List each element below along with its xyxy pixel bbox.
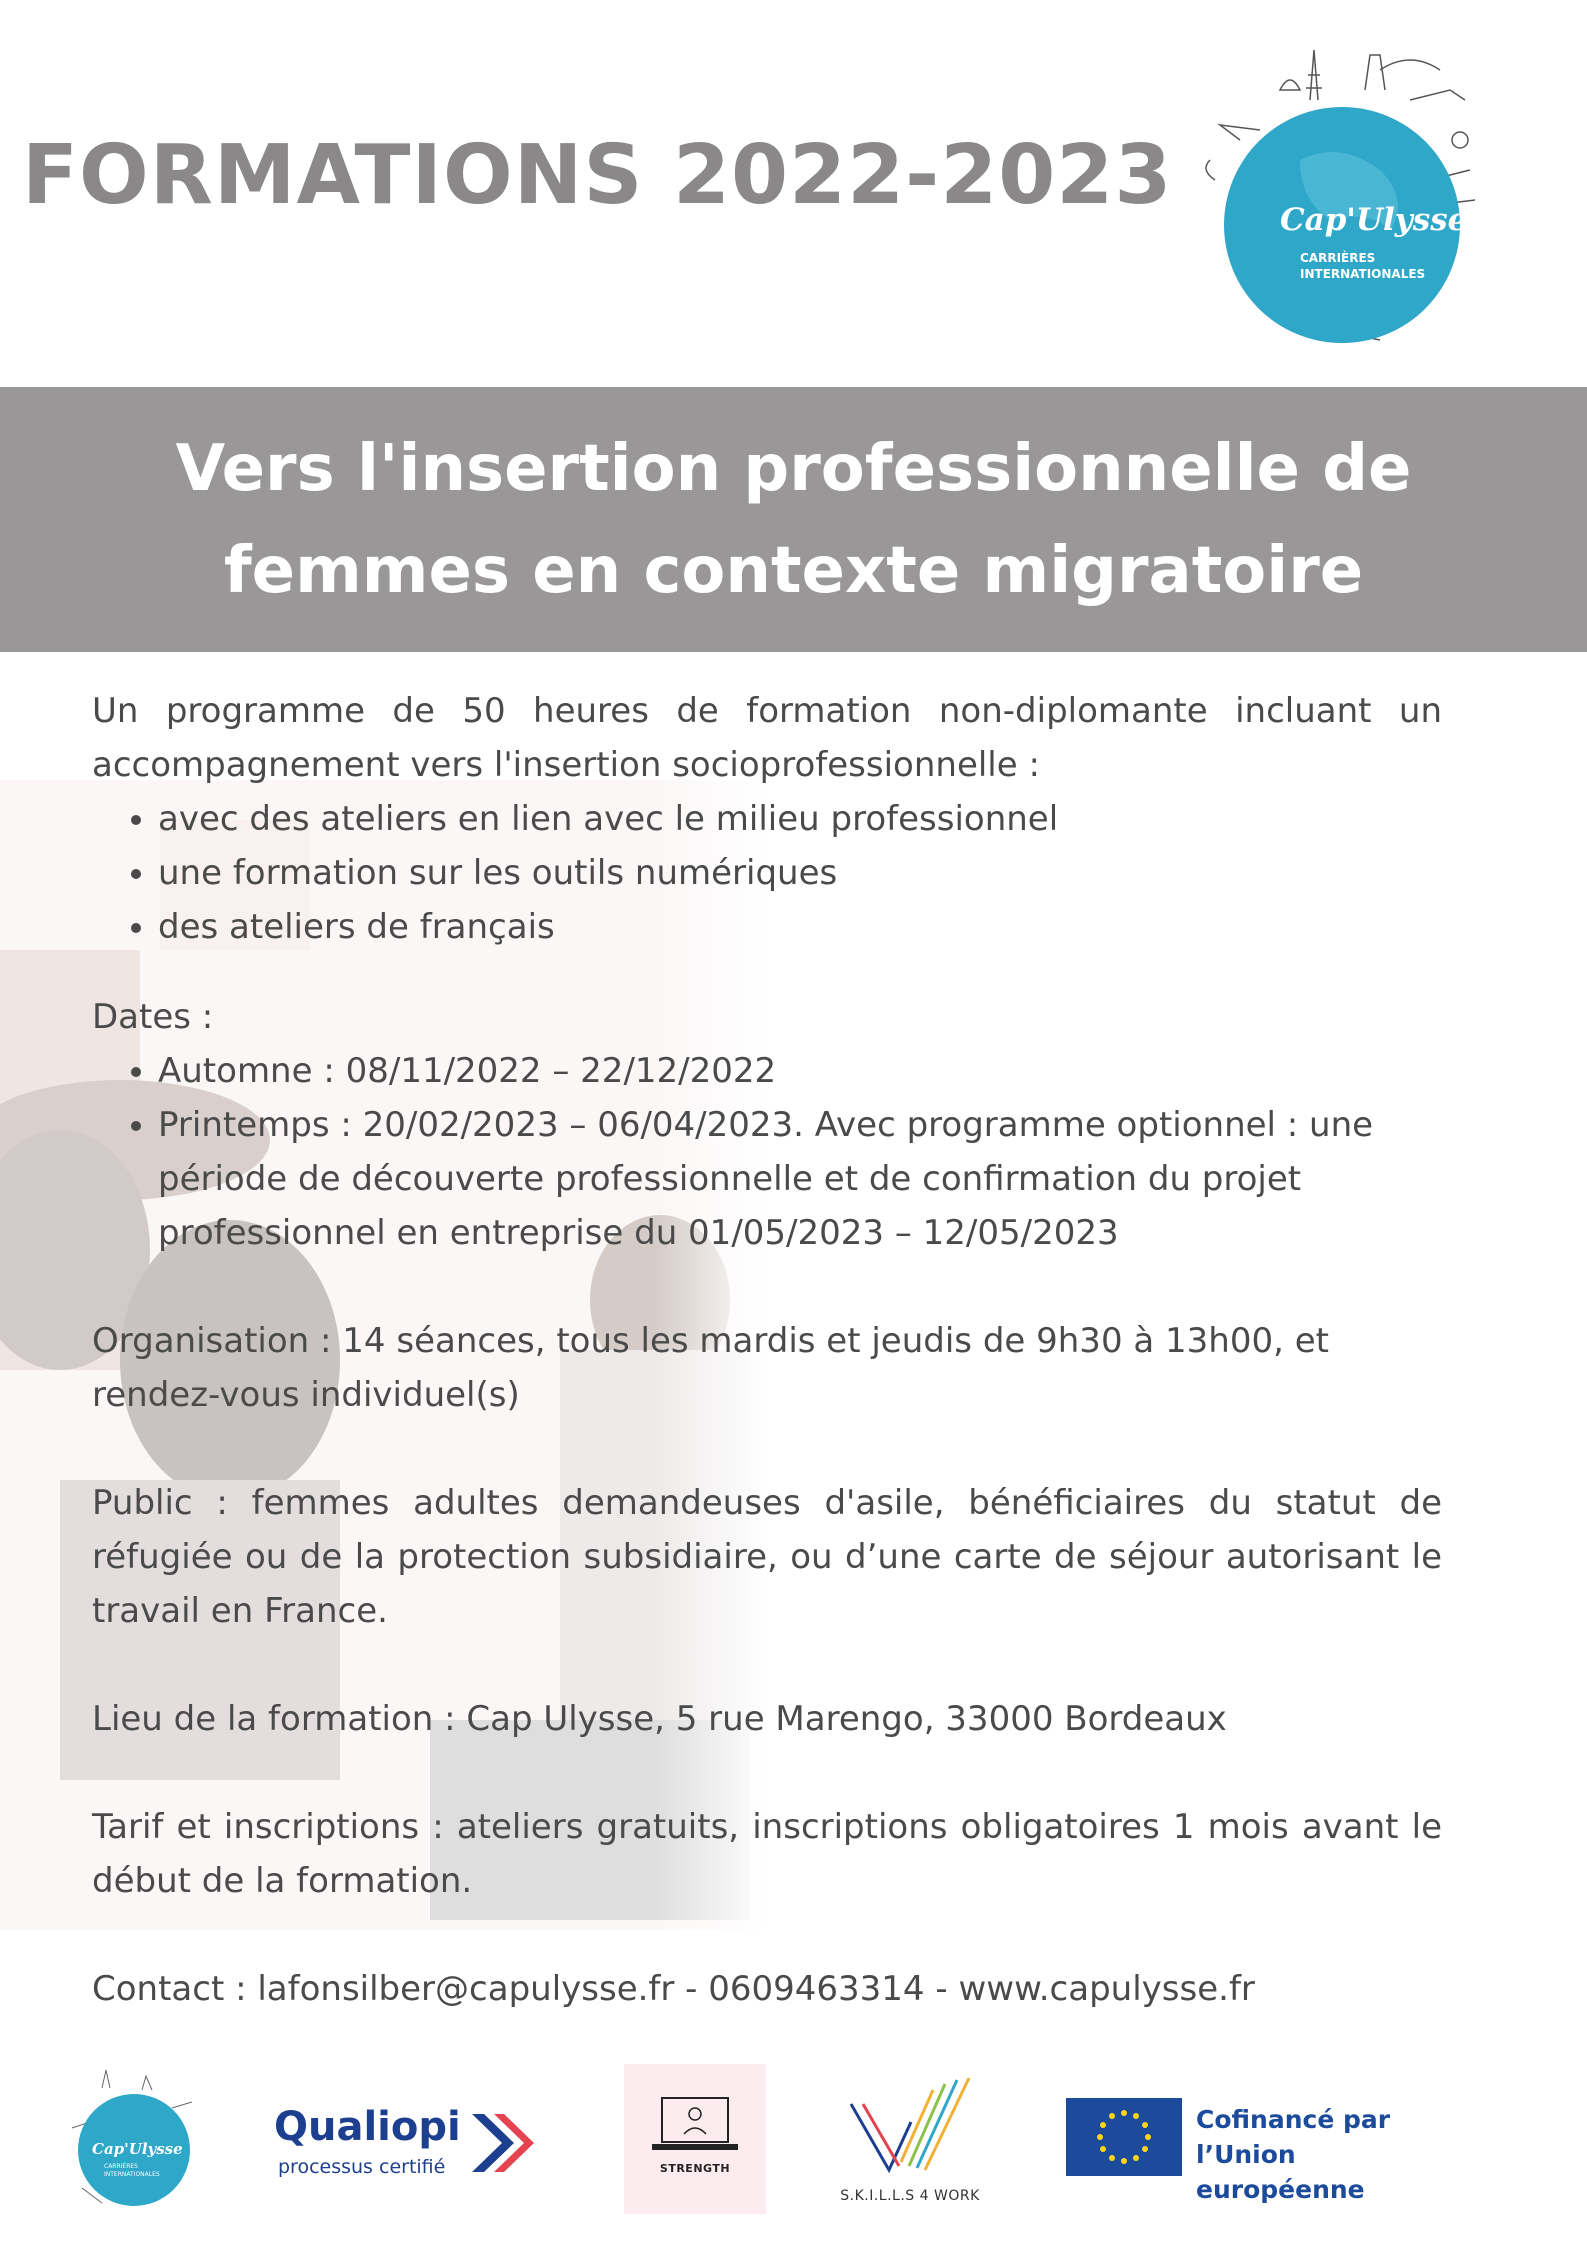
eu-flag-icon <box>1066 2098 1182 2176</box>
eu-cofunding-logo <box>1066 2098 1446 2204</box>
logo-wordmark: Cap'Ulysse <box>1280 202 1468 238</box>
dates-label: Dates : <box>92 997 214 1037</box>
list-item: • avec des ateliers en lien avec le milieu professionnel <box>158 792 1442 846</box>
laptop-person-icon <box>648 2094 742 2164</box>
location-text: Lieu de la formation : Cap Ulysse, 5 rue Marengo, 33000 Bordeaux <box>92 1699 1227 1739</box>
dates-list <box>92 1044 1442 1260</box>
partner-logos <box>0 2050 1587 2240</box>
eu-text-line-1: Cofinancé par <box>1196 2105 1391 2134</box>
banner-line-2: femmes en contexte migratoire <box>223 534 1364 608</box>
intro-list <box>92 792 1442 954</box>
list-item: • Automne : 08/11/2022 – 22/12/2022 <box>158 1044 1442 1098</box>
svg-text:Cap'Ulysse: Cap'Ulysse <box>92 2140 183 2158</box>
public-text: Public : femmes adultes demandeuses d'asile, bénéficiaires du statut de réfugiée ou de la protection subsidiaire, ou d’une carte de séjour autorisant le travail en France. <box>92 1483 1442 1631</box>
page-title: FORMATIONS 2022-2023 <box>22 128 1173 223</box>
qualiopi-arrow-icon <box>468 2108 538 2178</box>
capulysse-small-logo <box>62 2068 202 2218</box>
skills4work-logo: S.K.I.L.L.S 4 WORK <box>835 2070 985 2220</box>
intro-text: Un programme de 50 heures de formation non-diplomante incluant un accompagnement vers l'insertion socioprofessionnelle : <box>92 691 1442 785</box>
banner-line-1: Vers l'insertion professionnelle de <box>175 432 1412 506</box>
skills-w-icon <box>841 2070 981 2180</box>
list-item: • une formation sur les outils numériques <box>158 846 1442 900</box>
capulysse-logo <box>1180 30 1500 360</box>
qualiopi-logo: Qualiopi processus certifié <box>272 2100 542 2190</box>
list-item: • Printemps : 20/02/2023 – 06/04/2023. Avec programme optionnel : une période de découverte professionnelle et de confirmation du projet professionnel en entreprise du 01/05/2023 – 12/05/2023 <box>158 1098 1442 1260</box>
main-content <box>92 684 1442 2016</box>
svg-text:INTERNATIONALES: INTERNATIONALES <box>104 2171 160 2178</box>
pricing-text: Tarif et inscriptions : ateliers gratuits, inscriptions obligatoires 1 mois avant le début de la formation. <box>92 1807 1442 1901</box>
list-item: • des ateliers de français <box>158 900 1442 954</box>
eu-text-line-2: l’Union européenne <box>1196 2140 1365 2204</box>
svg-text:CARRIÈRES: CARRIÈRES <box>1300 251 1376 265</box>
svg-text:CARRIÈRES: CARRIÈRES <box>104 2163 138 2170</box>
organisation-text: Organisation : 14 séances, tous les mardis et jeudis de 9h30 à 13h00, et rendez-vous individuel(s) <box>92 1321 1329 1415</box>
strength-logo: STRENGTH <box>624 2064 766 2214</box>
subtitle-banner <box>0 387 1587 652</box>
svg-text:INTERNATIONALES: INTERNATIONALES <box>1300 267 1426 281</box>
contact-text: Contact : lafonsilber@capulysse.fr - 0609463314 - www.capulysse.fr <box>92 1969 1255 2009</box>
